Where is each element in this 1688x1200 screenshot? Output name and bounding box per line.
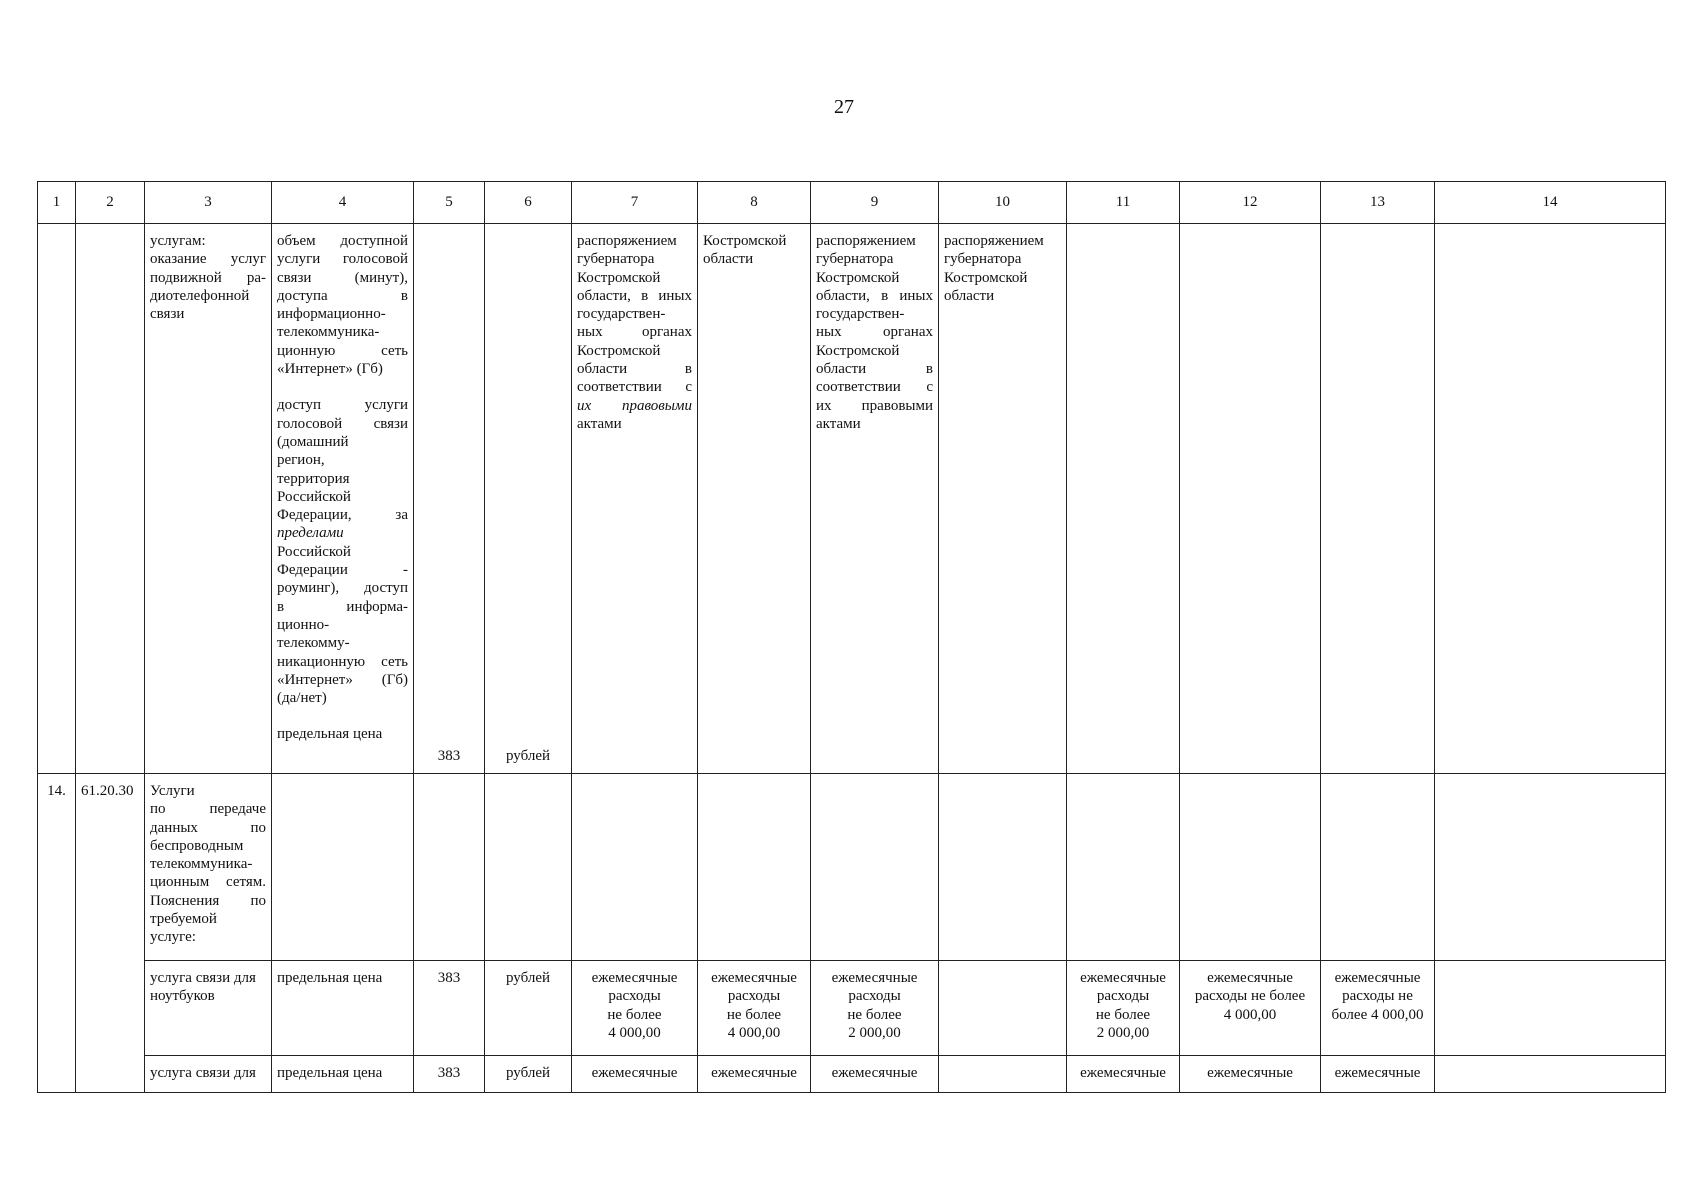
cell-empty xyxy=(698,774,811,961)
okei-code: 383 xyxy=(437,970,461,986)
text-line: области, в иных xyxy=(577,287,692,304)
okei-code-cell xyxy=(414,224,485,774)
text-line: диотелефонной xyxy=(150,287,250,304)
table-row-continuation xyxy=(38,224,1666,774)
cell-empty xyxy=(38,224,76,774)
text-line: ежемесячные xyxy=(1080,970,1166,986)
cell-empty xyxy=(1321,774,1435,961)
requirement-cell xyxy=(939,224,1067,774)
okpd-code-cell xyxy=(76,774,145,1093)
text-line: 2 000,00 xyxy=(848,1024,901,1041)
cell-empty xyxy=(1067,224,1180,774)
table-row-14 xyxy=(38,774,1666,961)
header-cell: 6 xyxy=(485,182,572,224)
text-line: в информа- xyxy=(277,598,408,615)
value-cell xyxy=(698,961,811,1056)
characteristics-cell xyxy=(272,1056,414,1093)
cell-empty xyxy=(1180,224,1321,774)
row-number: 14. xyxy=(47,783,66,799)
text-line: ционно- xyxy=(277,616,330,633)
okei-code: 383 xyxy=(437,1065,461,1081)
text-line: распоряжением xyxy=(944,233,1044,249)
text-line: Костромской xyxy=(816,342,900,359)
text-line: территория xyxy=(277,470,350,487)
header-cell: 13 xyxy=(1321,182,1435,224)
text-line: ежемесячные xyxy=(831,1065,918,1081)
characteristics-cell xyxy=(272,961,414,1056)
header-cell: 5 xyxy=(414,182,485,224)
unit-cell xyxy=(485,961,572,1056)
okei-code-cell xyxy=(414,961,485,1056)
text-line: телекоммуника- xyxy=(277,324,380,341)
text-line: 4 000,00 xyxy=(608,1024,661,1041)
text-line: не более xyxy=(847,1006,902,1023)
text-line: губернатора xyxy=(944,251,1022,268)
header-cell: 7 xyxy=(572,182,698,224)
text-line: телекомму- xyxy=(277,635,350,652)
value-cell xyxy=(1321,961,1435,1056)
service-name-cell xyxy=(145,774,272,961)
text-line: государствен- xyxy=(816,306,905,323)
text-line: доступа в xyxy=(277,287,408,304)
text-line: расходы не более xyxy=(1194,988,1306,1005)
text-line: 4 000,00 xyxy=(1223,1006,1277,1023)
header-cell: 3 xyxy=(145,182,272,224)
text-line: предельная цена xyxy=(277,726,383,743)
spacer xyxy=(277,707,408,725)
text-line: ных органах xyxy=(816,324,933,341)
text-line: области в xyxy=(816,361,933,378)
text-line: «Интернет» (Гб) xyxy=(277,361,383,378)
header-cell: 11 xyxy=(1067,182,1180,224)
text-line: телекоммуника- xyxy=(150,856,253,873)
text-line: распоряжением xyxy=(577,233,677,249)
text-line: 4 000,00 xyxy=(727,1024,781,1041)
text-line: беспроводным xyxy=(150,837,244,854)
text-line: информационно- xyxy=(277,306,386,323)
text-line: по передаче xyxy=(150,801,266,818)
text-line: расходы xyxy=(848,988,901,1005)
text-line: услугам: xyxy=(150,233,206,249)
value-cell xyxy=(1180,961,1321,1056)
header-cell: 8 xyxy=(698,182,811,224)
text-line: оказание услуг xyxy=(150,251,266,268)
text-line: области, в иных xyxy=(816,287,933,304)
text-line: Костромской xyxy=(703,233,787,249)
requirement-cell xyxy=(811,224,939,774)
text-line: Пояснения по xyxy=(150,892,266,909)
requirement-cell xyxy=(572,224,698,774)
unit-cell xyxy=(485,224,572,774)
header-cell: 2 xyxy=(76,182,145,224)
text-line: предельная цена xyxy=(277,970,383,986)
requirement-cell xyxy=(698,224,811,774)
text-line: ежемесячные xyxy=(1207,970,1293,986)
text-line xyxy=(277,269,408,287)
text-line: ежемесячные xyxy=(1080,1065,1166,1081)
okei-code: 383 xyxy=(437,747,461,764)
text-line: ноутбуков xyxy=(150,988,215,1005)
text-line: расходы xyxy=(727,988,781,1005)
text-line: (домашний xyxy=(277,433,349,450)
text-line: услуга связи для xyxy=(150,1065,256,1081)
cell-empty xyxy=(1067,774,1180,961)
text-line: области xyxy=(944,287,995,304)
header-cell: 10 xyxy=(939,182,1067,224)
text-line: 2 000,00 xyxy=(1096,1024,1150,1041)
text-line: губернатора xyxy=(816,251,894,268)
text-line: пределами xyxy=(277,525,344,542)
text-line: Федерации - xyxy=(277,562,408,579)
text-line: не более xyxy=(607,1006,662,1023)
text-line: ежемесячные xyxy=(591,1065,678,1081)
value-cell xyxy=(572,1056,698,1093)
text-line: Костромской xyxy=(577,269,661,286)
spacer xyxy=(277,378,408,396)
value-cell xyxy=(1067,1056,1180,1093)
text-line: не более xyxy=(1095,1006,1151,1023)
header-cell: 1 xyxy=(38,182,76,224)
text-line: требуемой xyxy=(150,911,217,928)
text-line: никационную сеть xyxy=(277,653,408,670)
text-line: ежемесячные xyxy=(711,1065,797,1081)
cell-empty xyxy=(1435,961,1666,1056)
value-cell xyxy=(811,1056,939,1093)
text-line: доступ услуги xyxy=(277,397,408,414)
value-cell xyxy=(811,961,939,1056)
text-line: не более xyxy=(726,1006,782,1023)
value-cell xyxy=(1180,1056,1321,1093)
text-line: соответствии с xyxy=(816,379,933,396)
text-line: расходы не xyxy=(1342,988,1413,1005)
text-line: актами xyxy=(577,415,622,432)
unit-cell xyxy=(485,1056,572,1093)
text-line: услуга связи для xyxy=(150,970,256,986)
text-line: Костромской xyxy=(944,269,1028,286)
value-cell xyxy=(572,961,698,1056)
unit-label: рублей xyxy=(505,747,551,764)
text-line: ежемесячные xyxy=(1207,1065,1293,1081)
row-number-cell xyxy=(38,774,76,1093)
text-line: государствен- xyxy=(577,306,666,323)
value-cell xyxy=(1321,1056,1435,1093)
table-row-last xyxy=(38,1056,1666,1093)
text-line: области xyxy=(703,251,754,268)
text-line: (да/нет) xyxy=(277,690,327,707)
text-line: «Интернет» (Гб) xyxy=(277,671,408,688)
cell-empty xyxy=(572,774,698,961)
text-line: голосовой связи xyxy=(277,415,408,432)
text-line: Федерации, за xyxy=(277,507,408,524)
text-line: соответствии с xyxy=(577,379,692,396)
text-line: распоряжением xyxy=(816,233,916,249)
text-line: Услуги xyxy=(150,783,195,799)
header-cell: 14 xyxy=(1435,182,1666,224)
cell-empty xyxy=(939,1056,1067,1093)
cell-empty xyxy=(1435,1056,1666,1093)
page-number: 27 xyxy=(834,96,854,118)
unit-label: рублей xyxy=(505,1065,551,1081)
cell-empty xyxy=(1435,224,1666,774)
cell-empty xyxy=(939,961,1067,1056)
column-number-row xyxy=(38,182,1666,224)
text-line: Костромской xyxy=(577,342,661,359)
cell-empty xyxy=(272,774,414,961)
procurement-norms-table xyxy=(37,181,1666,1093)
text-line: расходы xyxy=(1096,988,1150,1005)
okpd-code: 61.20.30 xyxy=(81,783,134,799)
characteristics-cell xyxy=(272,224,414,774)
text-line: услуге: xyxy=(150,929,196,946)
okei-code-cell xyxy=(414,1056,485,1093)
text-line: ежемесячные xyxy=(591,970,678,986)
service-name-cell xyxy=(145,1056,272,1093)
text-line: ционную сеть xyxy=(277,342,408,359)
unit-label: рублей xyxy=(505,970,551,986)
text-line: подвижной ра- xyxy=(150,269,266,286)
text-fragment: связи (минут), xyxy=(277,269,408,286)
header-cell: 12 xyxy=(1180,182,1321,224)
service-name-cell xyxy=(145,961,272,1056)
text-line: связи xyxy=(150,306,185,323)
cell-empty xyxy=(939,774,1067,961)
cell-empty xyxy=(1180,774,1321,961)
cell-empty xyxy=(414,774,485,961)
text-line: ежемесячные xyxy=(831,970,918,986)
text-line: роуминг), доступ xyxy=(277,580,408,597)
text-line: ционным сетям. xyxy=(150,874,266,891)
text-line: расходы xyxy=(608,988,661,1005)
text-line: актами xyxy=(816,415,861,432)
text-line: губернатора xyxy=(577,251,655,268)
cell-empty xyxy=(485,774,572,961)
text-line: их правовыми xyxy=(577,397,692,414)
text-line: ных органах xyxy=(577,324,692,341)
text-line: услуги голосовой xyxy=(277,251,408,268)
cell-empty xyxy=(1321,224,1435,774)
cell-empty xyxy=(76,224,145,774)
value-cell xyxy=(698,1056,811,1093)
text-line: Российской xyxy=(277,488,351,505)
text-line: ежемесячные xyxy=(711,970,797,986)
cell-empty xyxy=(1435,774,1666,961)
text-line: Костромской xyxy=(816,269,900,286)
table-row-notebooks xyxy=(38,961,1666,1056)
text-line: области в xyxy=(577,361,692,378)
cell-empty xyxy=(811,774,939,961)
text-line: данных по xyxy=(150,819,266,836)
text-line: регион, xyxy=(277,452,325,469)
text-line: ежемесячные xyxy=(1334,1065,1421,1081)
text-line: объем доступной xyxy=(277,233,408,249)
text-line: Российской xyxy=(277,543,351,560)
text-line: предельная цена xyxy=(277,1065,383,1081)
text-line: более 4 000,00 xyxy=(1331,1006,1424,1023)
service-name-cell xyxy=(145,224,272,774)
text-line: ежемесячные xyxy=(1334,970,1421,986)
header-cell: 9 xyxy=(811,182,939,224)
value-cell xyxy=(1067,961,1180,1056)
text-line: их правовыми xyxy=(816,397,933,414)
header-cell: 4 xyxy=(272,182,414,224)
